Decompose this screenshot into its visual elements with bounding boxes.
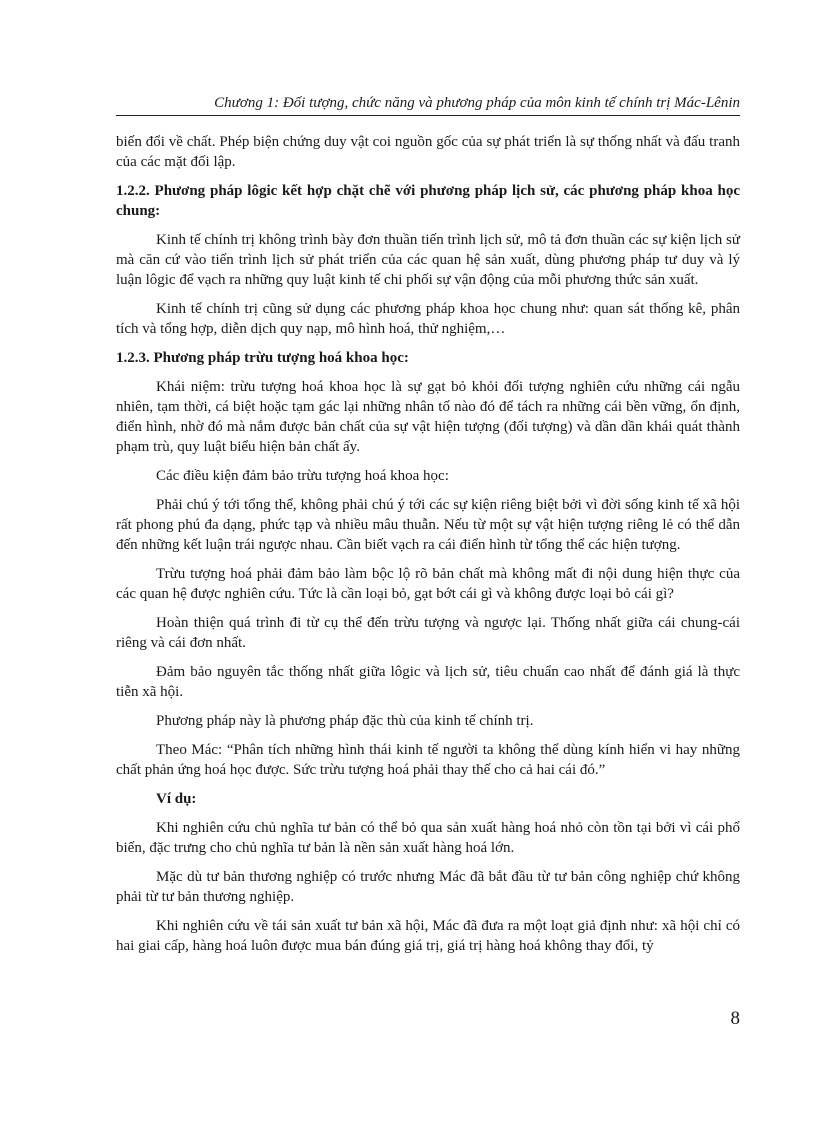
paragraph-conditions: Các điều kiện đảm bảo trừu tượng hoá khoa học: <box>156 468 449 484</box>
paragraph-concept: Khái niệm: trừu tượng hoá khoa học là sự gạt bỏ khỏi đối tượng nghiên cứu những cái ngẫu nhiên, tạm thời, cá biệt hoặc tạm gác lại những nhân tố nào đó để tách ra những cái bền vững, ổn định, điển hình, nhờ đó mà nắm được bản chất của sự vật hiện tượng (đối tượng) và dần dần khái quát thành phạm trù, quy luật biểu hiện bản chất ấy. <box>116 379 740 455</box>
running-header: Chương 1: Đối tượng, chức năng và phương pháp của môn kinh tế chính trị Mác-Lênin <box>116 94 740 116</box>
section-heading-1-2-2: 1.2.2. Phương pháp lôgic kết hợp chặt chẽ với phương pháp lịch sử, các phương pháp khoa học chung: <box>116 183 740 219</box>
paragraph-example-1: Khi nghiên cứu chủ nghĩa tư bản có thể bỏ qua sản xuất hàng hoá nhỏ còn tồn tại bởi vì cái phổ biến, đặc trưng cho chủ nghĩa tư bản là nền sản xuất hàng hoá lớn. <box>116 820 740 856</box>
page-body <box>116 132 740 965</box>
paragraph-marx-quote: Theo Mác: “Phân tích những hình thái kinh tế người ta không thể dùng kính hiển vi hay những chất phản ứng hoá học được. Sức trừu tượng hoá phải thay thế cho cả hai cái đó.” <box>116 742 740 778</box>
paragraph-condition-1: Phải chú ý tới tổng thể, không phải chú ý tới các sự kiện riêng biệt bởi vì đời sống kinh tế xã hội rất phong phú đa dạng, phức tạp và nhiều mâu thuẫn. Nếu từ một sự vật hiện tượng riêng lẻ có thể dẫn đến những kết luận trái ngược nhau. Cần biết vạch ra cái điển hình từ tổng thể các hiện tượng. <box>116 497 740 553</box>
paragraph-condition-2: Trừu tượng hoá phải đảm bảo làm bộc lộ rõ bản chất mà không mất đi nội dung hiện thực của các quan hệ được nghiên cứu. Tức là cần loại bỏ, gạt bớt cái gì và không được loại bỏ cái gì? <box>116 566 740 602</box>
page-number: 8 <box>730 1008 740 1029</box>
example-label: Ví dụ: <box>156 791 197 807</box>
paragraph-condition-4: Đảm bảo nguyên tắc thống nhất giữa lôgic và lịch sử, tiêu chuẩn cao nhất để đánh giá là thực tiễn xã hội. <box>116 664 740 700</box>
paragraph: Kinh tế chính trị cũng sử dụng các phương pháp khoa học chung như: quan sát thống kê, phân tích và tổng hợp, diễn dịch quy nạp, mô hình hoá, thử nghiệm,… <box>116 301 740 337</box>
paragraph-condition-3: Hoàn thiện quá trình đi từ cụ thể đến trừu tượng và ngược lại. Thống nhất giữa cái chung-cái riêng và cái đơn nhất. <box>116 615 740 651</box>
paragraph: Phương pháp này là phương pháp đặc thù của kinh tế chính trị. <box>156 713 534 729</box>
section-heading-1-2-3: 1.2.3. Phương pháp trừu tượng hoá khoa học: <box>116 350 409 366</box>
paragraph-example-2: Mặc dù tư bản thương nghiệp có trước nhưng Mác đã bắt đầu từ tư bản công nghiệp chứ không phải từ tư bản thương nghiệp. <box>116 869 740 905</box>
paragraph-example-3: Khi nghiên cứu về tái sản xuất tư bản xã hội, Mác đã đưa ra một loạt giả định như: xã hội chỉ có hai giai cấp, hàng hoá luôn được mua bán đúng giá trị, giá trị hàng hoá không thay đổi, tỷ <box>116 918 740 954</box>
paragraph: Kinh tế chính trị không trình bày đơn thuần tiến trình lịch sử, mô tả đơn thuần các sự kiện lịch sử mà căn cứ vào tiến trình lịch sử phát triển của các quan hệ sản xuất, dùng phương pháp tư duy và lý luận lôgic để vạch ra những quy luật kinh tế chi phối sự vận động của mỗi phương thức sản xuất. <box>116 232 740 288</box>
paragraph-continuation: biến đổi về chất. Phép biện chứng duy vật coi nguồn gốc của sự phát triển là sự thống nhất và đấu tranh của các mặt đối lập. <box>116 134 740 170</box>
